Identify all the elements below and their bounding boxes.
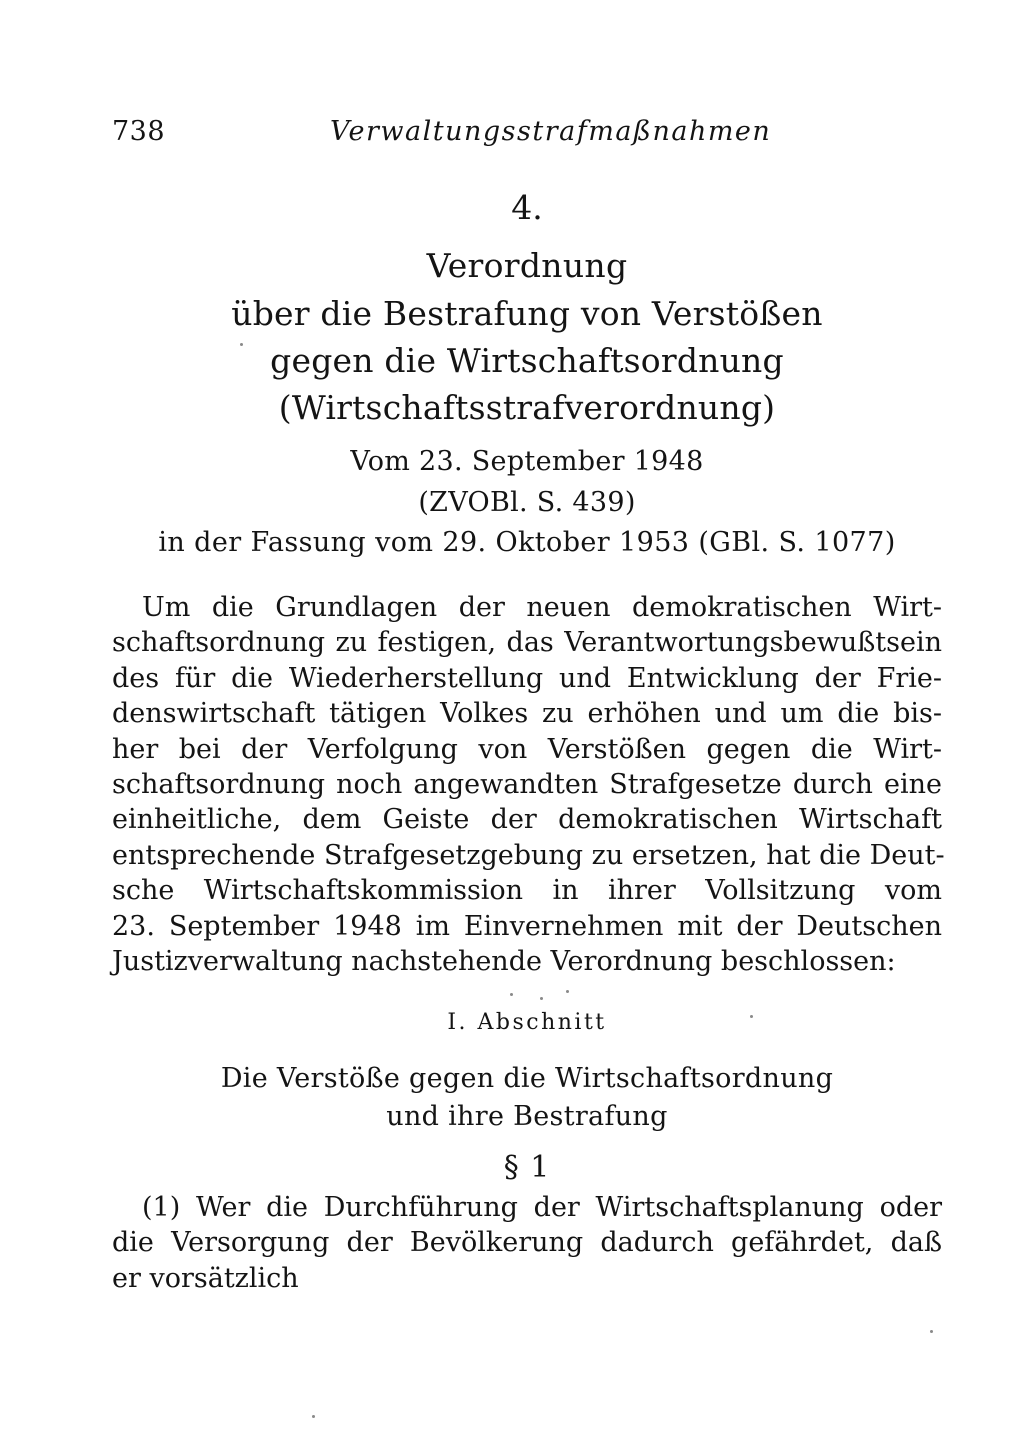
scan-speck <box>750 1015 753 1018</box>
decree-number: 4. <box>511 188 543 227</box>
running-title: Verwaltungsstrafmaßnahmen <box>330 116 772 147</box>
scan-speck <box>312 1415 315 1418</box>
section-heading-line: und ihre Bestrafung <box>386 1101 668 1132</box>
preamble-line: schaftsordnung noch angewandten Strafgesetze durch eine <box>112 768 942 800</box>
scan-speck <box>930 1330 933 1333</box>
paragraph-line: (1) Wer die Durchführung der Wirtschaftsplanung oder <box>142 1192 942 1223</box>
page-number: 738 <box>112 116 166 147</box>
preamble-line: her bei der Verfolgung von Verstößen gegen die Wirt- <box>112 733 942 765</box>
section-heading-line: Die Verstöße gegen die Wirtschaftsordnung <box>220 1063 834 1094</box>
preamble-line: entsprechende Strafgesetzgebung zu ersetzen, hat die Deut- <box>112 839 945 871</box>
paragraph-line: die Versorgung der Bevölkerung dadurch gefährdet, daß <box>112 1227 942 1259</box>
scan-speck <box>540 997 543 1000</box>
preamble-line: denswirtschaft tätigen Volkes zu erhöhen und um die bis- <box>112 698 942 730</box>
scan-speck <box>566 990 569 993</box>
scan-speck <box>240 343 243 346</box>
preamble <box>112 590 945 979</box>
decree-date: Vom 23. September 1948 <box>350 446 704 477</box>
paragraph-symbol: § 1 <box>503 1150 551 1185</box>
section-label: I. Abschnitt <box>447 1010 607 1035</box>
running-header <box>112 116 912 156</box>
preamble-line: einheitliche, dem Geiste der demokratischen Wirtschaft <box>112 804 942 836</box>
preamble-line: Um die Grundlagen der neuen demokratischen Wirt- <box>142 592 942 623</box>
paragraph-line: er vorsätzlich <box>112 1262 299 1294</box>
preamble-line: Justizverwaltung nachstehende Verordnung beschlossen: <box>112 945 896 977</box>
preamble-line: des für die Wiederherstellung und Entwicklung der Frie- <box>112 662 942 694</box>
decree-source: (ZVOBl. S. 439) <box>418 487 636 518</box>
preamble-line: 23. September 1948 im Einvernehmen mit der Deutschen <box>112 910 942 942</box>
preamble-line: schaftsordnung zu festigen, das Verantwortungsbewußtsein <box>112 627 942 659</box>
decree-version: in der Fassung vom 29. Oktober 1953 (GBl. S. 1077) <box>158 527 896 558</box>
decree-title-line: über die Bestrafung von Verstößen <box>231 294 823 333</box>
paragraph-text <box>112 1190 942 1296</box>
decree-title-line: Verordnung <box>426 246 628 285</box>
decree-title-line: (Wirtschaftsstrafverordnung) <box>278 388 776 427</box>
scan-speck <box>510 993 513 996</box>
preamble-line: sche Wirtschaftskommission in ihrer Vollsitzung vom <box>112 875 942 907</box>
decree-title-line: gegen die Wirtschaftsordnung <box>270 341 784 380</box>
